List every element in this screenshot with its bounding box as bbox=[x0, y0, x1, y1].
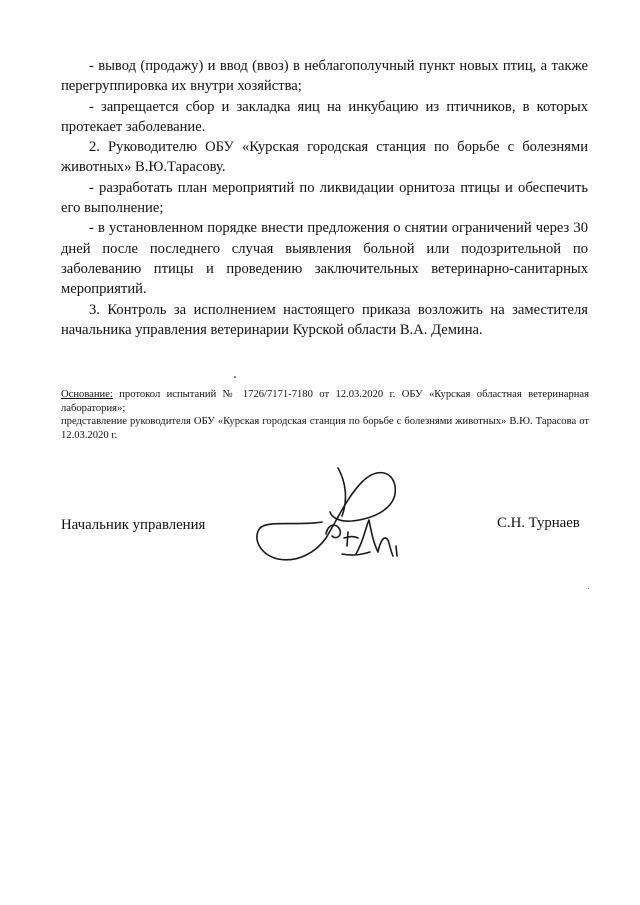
paragraph-item-2: 2. Руководителю ОБУ «Курская городская станция по борьбе с болезнями животных» В.Ю.Тарасову. bbox=[61, 139, 588, 176]
handwritten-signature bbox=[252, 460, 417, 580]
scan-speck bbox=[234, 376, 236, 378]
paragraph-lift-restrictions: - в установленном порядке внести предложения о снятии ограничений через 30 дней после последнего случая выявления больной или подозрительной по заболеванию птицы и проведению заключительных ветеринарно-санитарных мероприятий. bbox=[61, 220, 588, 298]
paragraph-action-plan: - разработать план мероприятий по ликвидации орнитоза птицы и обеспечить его выполнение; bbox=[61, 179, 588, 217]
basis-protocol-text: протокол испытаний № 1726/7171-7180 от 12.03.2020 г. ОБУ «Курская областная ветеринарная лаборатория»; bbox=[61, 389, 589, 414]
basis-line-protocol bbox=[61, 388, 589, 415]
scan-speck bbox=[588, 588, 589, 589]
order-body bbox=[61, 56, 588, 340]
signatory-title: Начальник управления bbox=[61, 517, 206, 533]
basis-label: Основание: bbox=[61, 389, 113, 400]
signatory-name: С.Н. Турнаев bbox=[497, 515, 580, 531]
basis-section bbox=[61, 388, 589, 442]
paragraph-export-import-ban: - вывод (продажу) и ввод (ввоз) в неблагополучный пункт новых птиц, а также перегруппировка их внутри хозяйства; bbox=[61, 58, 588, 95]
paragraph-egg-collection-ban: - запрещается сбор и закладка яиц на инкубацию из птичников, в которых протекает заболевание. bbox=[61, 98, 588, 135]
basis-line-submission: представление руководителя ОБУ «Курская городская станция по борьбе с болезнями животных» В.Ю. Тарасова от 12.03.2020 г. bbox=[61, 416, 589, 441]
paragraph-item-3: 3. Контроль за исполнением настоящего приказа возложить на заместителя начальника управления ветеринарии Курской области В.А. Демина. bbox=[61, 301, 588, 338]
